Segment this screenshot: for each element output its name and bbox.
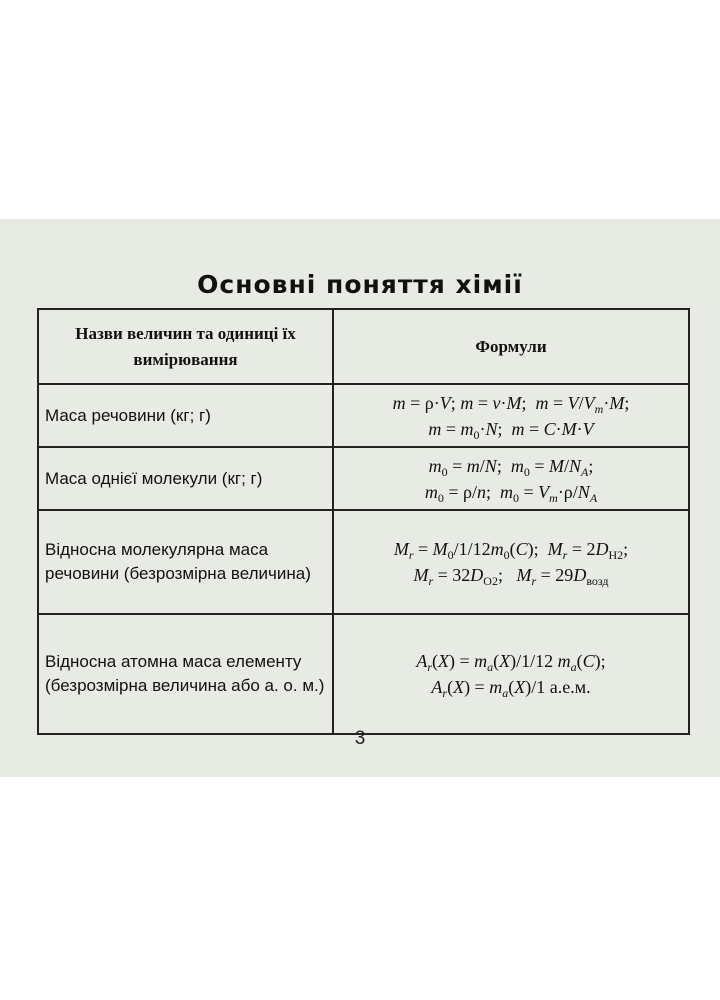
row-name: Маса однієї молекули (кг; г)	[38, 447, 333, 510]
table-row	[38, 510, 689, 614]
row-name: Відносна молекулярна маса речовини (безрозмірна величина)	[38, 510, 333, 614]
book-page	[0, 219, 720, 777]
row-formula: m = ρ·V; m = ν·M; $m = V/V_m\cdot M$; $m = m_0\cdot N$; m = C·M·V	[333, 384, 689, 447]
formulas-table	[37, 308, 690, 735]
header-formulas: Формули	[333, 309, 689, 384]
header-quantities: Назви величин та одиниці їх вимірювання	[38, 309, 333, 384]
table-header-row	[38, 309, 689, 384]
table-row	[38, 384, 689, 447]
row-name: Маса речовини (кг; г)	[38, 384, 333, 447]
row-formula: $m_0 = m/N$; $m_0 = M/N_A$; $m_0 = \rho/n$; $m_0 = V_m\cdot\rho/N_A$	[333, 447, 689, 510]
table-row	[38, 614, 689, 734]
page-number: 3	[354, 728, 366, 749]
row-formula: $M_r = M_0/1/12m_0(C)$; $M_r = 2D_{H2}$; $M_r = 32D_{O2}$; $M_r = 29D_{возд}$	[333, 510, 689, 614]
row-formula: $A_r(X) = m_a(X)/1/12$ $m_a(C)$; $A_r(X) = m_a(X)/1$ а.е.м.	[333, 614, 689, 734]
page-title: Основні поняття хімії	[197, 270, 523, 299]
row-name: Відносна атомна маса елементу (безрозмірна величина або а. о. м.)	[38, 614, 333, 734]
table-row	[38, 447, 689, 510]
